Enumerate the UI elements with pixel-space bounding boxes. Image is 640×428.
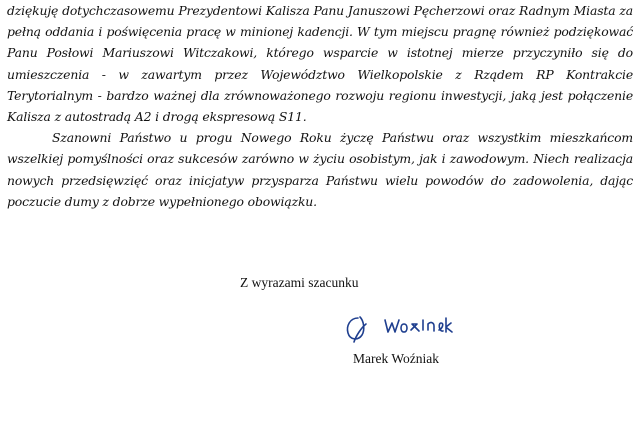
letter-paragraph: Szanowni Państwo u progu Nowego Roku życzę Państwu oraz wszystkim mieszkańcom wszelkiej pomyślności oraz sukcesów zarówno w życiu osobistym, jak i zawodowym. Niech realizacja nowych przedsięwzięć oraz inicjatyw przysparza Państwu wielu powodów do zadowolenia, dając poczucie dumy z dobrze wypełnionego obowiązku. [7,130,633,209]
handwritten-signature [340,306,460,346]
signer-name: Marek Woźniak [353,351,440,366]
closing-salutation: Z wyrazami szacunku [240,275,359,290]
letter-body [7,0,633,212]
letter-paragraph: dziękuję dotychczasowemu Prezydentowi Kalisza Panu Januszowi Pęcherzowi oraz Radnym Miasta za pełną oddania i poświęcenia pracę w minionej kadencji. W tym miejscu pragnę również podziękować Panu Posłowi Mariuszowi Witczakowi, którego wsparcie w istotnej mierze przyczyniło się do umieszczenia - w zawartym przez Województwo Wielkopolskie z Rządem RP Kontrakcie Terytorialnym - bardzo ważnej dla zrównoważonego rozwoju regionu inwestycji, jaką jest połączenie Kalisza z autostradą A2 i drogą ekspresową S11. [7,3,633,125]
